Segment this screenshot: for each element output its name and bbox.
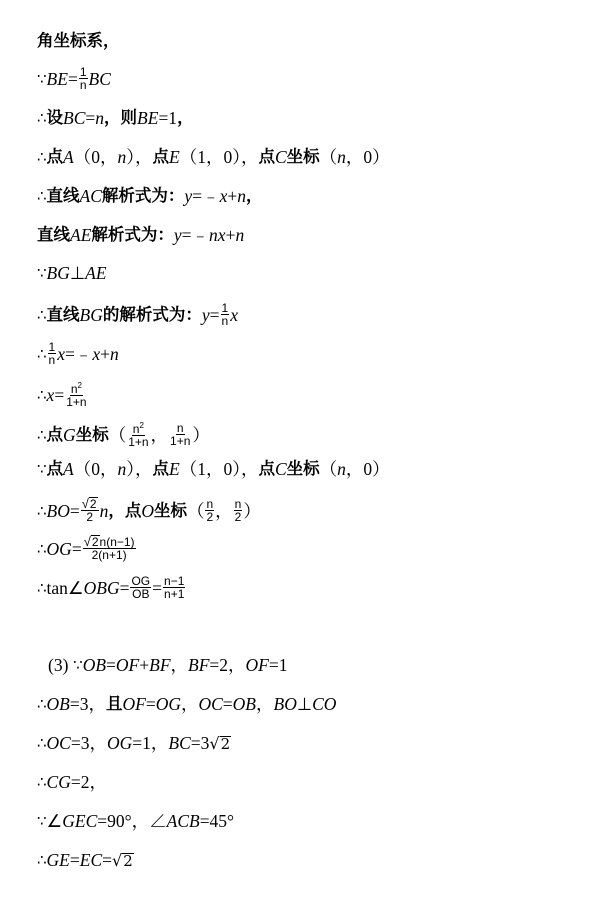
line-17: ∴ OB =3， 且 OF = OG ， OC = OB ， BO ⊥ CO xyxy=(37,694,337,714)
fraction: $\frac{n}{2}$ xyxy=(206,496,214,524)
fraction: $\frac{1}{n}$ xyxy=(221,301,229,328)
sqrt: √ 2 xyxy=(209,733,231,753)
line-8: ∴ 直线 BG 的解析式为： y = $\frac{1}{n}$ x xyxy=(37,301,238,328)
fraction: $\frac{OG}{OB}$ xyxy=(131,574,151,601)
line-3: ∴ 设 BC = n ，则 BE =1 ， xyxy=(37,108,194,128)
line-7: ∵ BG ⊥ AE xyxy=(37,263,107,283)
line-16: (3) ∵ OB = OF + BF ， BF =2， OF =1 xyxy=(48,655,288,675)
line-12: ∵ 点 A （0， n ）， 点 E （1，0）， 点 C 坐标 （ n ，0） xyxy=(37,459,390,479)
line-20: ∵ ∠ GEC =90°，∠ ACB =45° xyxy=(37,811,235,831)
line-11: ∴ 点 G 坐标 （ $\frac{n^2}{1+n}$ ， $\frac{n}{1+n}$ ） xyxy=(37,420,210,449)
line-1: 角坐标系， xyxy=(37,31,120,50)
line-14: ∴ OG = √ 2 n(n−1) 2(n+1) xyxy=(37,534,135,562)
line-5: ∴ 直线 AC 解析式为： y =﹣ x + n ， xyxy=(37,186,263,206)
line-10: ∴ x = $\frac{n^2}{1+n}$ xyxy=(37,381,87,409)
sqrt: √ 2 xyxy=(112,850,133,870)
line-13: ∴ BO = √ 2 2 n ，点 O 坐标 （ $\frac{n}{2}$ ， $\frac{n}{2}$ ） xyxy=(37,496,261,524)
fraction: $\frac{n^2}{1+n}$ xyxy=(66,381,87,409)
fraction: $\frac{1}{n}$ xyxy=(79,65,87,92)
line-2: ∵ BE = $\frac{1}{n}$ BC xyxy=(37,65,111,92)
fraction: $\frac{1}{n}$ xyxy=(48,340,56,367)
line-21: ∴ GE = EC = √ 2 xyxy=(37,850,133,870)
fraction: $\frac{n^2}{1+n}$ xyxy=(128,421,149,449)
line-6: 直线 AE 解析式为： y =﹣ nx + n xyxy=(37,225,245,245)
line-9: ∴ $\frac{1}{n}$ x =﹣ x + n xyxy=(37,340,119,367)
fraction: $\frac{n-1}{n+1}$ xyxy=(164,574,185,601)
fraction: $\frac{n}{1+n}$ xyxy=(170,420,191,448)
line-18: ∴ OC =3， OG =1， BC =3 √ 2 xyxy=(37,733,231,753)
fraction: √ 2 n(n−1) 2(n+1) xyxy=(83,534,135,562)
fraction: √ 2 2 xyxy=(81,496,97,524)
line-4: ∴ 点 A （0， n ）， 点 E （1，0）， 点 C 坐标 （ n ，0） xyxy=(37,147,390,167)
fraction: $\frac{n}{2}$ xyxy=(234,496,242,524)
line-19: ∴ CG =2， xyxy=(37,772,107,792)
line-15: ∴ tan∠ OBG = $\frac{OG}{OB}$ = $\frac{n-1}{n+1}$ xyxy=(37,574,185,601)
